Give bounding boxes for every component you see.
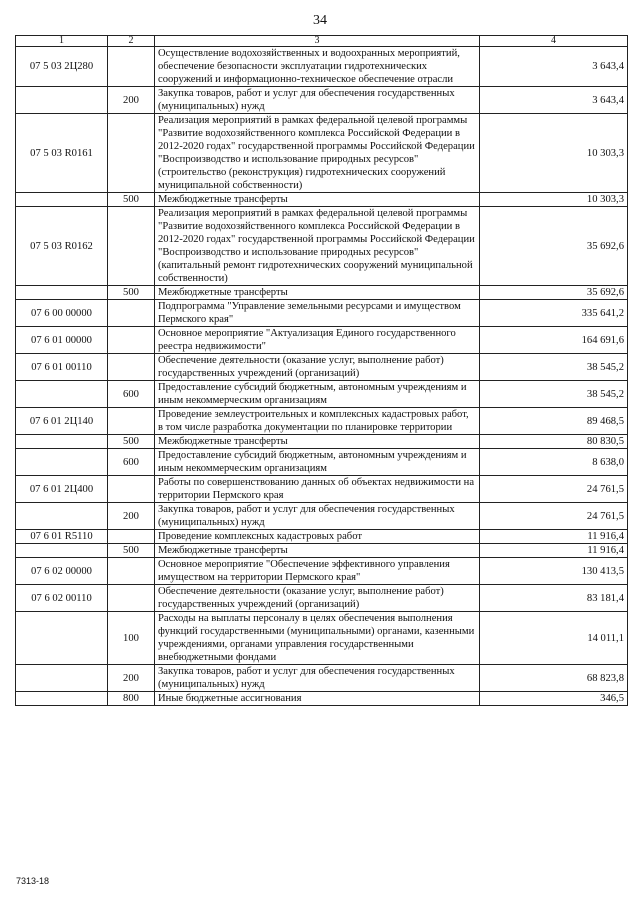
row-code: [16, 286, 108, 300]
table-row: [16, 544, 628, 558]
table-row: [16, 381, 628, 408]
column-header: 2: [108, 36, 155, 47]
row-code: [16, 544, 108, 558]
row-name: Осуществление водохозяйственных и водоохранных мероприятий, обеспечение безопасности эксплуатации гидротехнических сооружений и информационно-техническое обеспечение отрасли: [155, 47, 480, 87]
row-amount: 10 303,3: [480, 193, 628, 207]
row-name: Закупка товаров, работ и услуг для обеспечения государственных (муниципальных) нужд: [155, 503, 480, 530]
row-name: Подпрограмма "Управление земельными ресурсами и имуществом Пермского края": [155, 300, 480, 327]
row-amount: 335 641,2: [480, 300, 628, 327]
row-code: 07 5 03 R0161: [16, 114, 108, 193]
header-row: [16, 36, 628, 47]
row-amount: 164 691,6: [480, 327, 628, 354]
row-code: [16, 665, 108, 692]
row-amount: 24 761,5: [480, 476, 628, 503]
table-row: [16, 476, 628, 503]
table-row: [16, 87, 628, 114]
budget-table: [15, 35, 628, 706]
row-code: [16, 612, 108, 665]
table-row: [16, 530, 628, 544]
row-amount: 3 643,4: [480, 47, 628, 87]
row-code: 07 6 02 00000: [16, 558, 108, 585]
row-expense-type: [108, 300, 155, 327]
table-row: [16, 435, 628, 449]
row-expense-type: 600: [108, 381, 155, 408]
table-row: [16, 193, 628, 207]
row-expense-type: 500: [108, 544, 155, 558]
row-code: 07 6 01 2Ц400: [16, 476, 108, 503]
table-row: [16, 558, 628, 585]
row-code: [16, 435, 108, 449]
row-expense-type: 500: [108, 435, 155, 449]
row-amount: 38 545,2: [480, 381, 628, 408]
row-name: Расходы на выплаты персоналу в целях обеспечения выполнения функций государственными (муниципальными) органами, казенными учреждениями, органами управления государственными внебюджетными фондами: [155, 612, 480, 665]
row-amount: 35 692,6: [480, 286, 628, 300]
table-row: [16, 114, 628, 193]
row-code: 07 6 01 2Ц140: [16, 408, 108, 435]
row-expense-type: [108, 530, 155, 544]
row-code: 07 6 00 00000: [16, 300, 108, 327]
row-amount: 11 916,4: [480, 530, 628, 544]
row-amount: 68 823,8: [480, 665, 628, 692]
row-name: Реализация мероприятий в рамках федеральной целевой программы "Развитие водохозяйственного комплекса Российской Федерации в 2012-2020 годах" государственной программы Российской Федерации "Воспроизводство и использование природных ресурсов" (капитальный ремонт гидротехнических сооружений муниципальной собственности): [155, 207, 480, 286]
row-code: [16, 381, 108, 408]
row-name: Закупка товаров, работ и услуг для обеспечения государственных (муниципальных) нужд: [155, 665, 480, 692]
row-amount: 89 468,5: [480, 408, 628, 435]
table-row: [16, 585, 628, 612]
row-name: Межбюджетные трансферты: [155, 286, 480, 300]
column-header: 3: [155, 36, 480, 47]
row-name: Обеспечение деятельности (оказание услуг, выполнение работ) государственных учреждений (организаций): [155, 354, 480, 381]
row-expense-type: 800: [108, 692, 155, 706]
row-code: 07 5 03 2Ц280: [16, 47, 108, 87]
row-code: 07 6 02 00110: [16, 585, 108, 612]
row-expense-type: [108, 558, 155, 585]
row-name: Проведение комплексных кадастровых работ: [155, 530, 480, 544]
row-name: Закупка товаров, работ и услуг для обеспечения государственных (муниципальных) нужд: [155, 87, 480, 114]
row-expense-type: [108, 327, 155, 354]
table-row: [16, 449, 628, 476]
row-amount: 80 830,5: [480, 435, 628, 449]
column-header: 4: [480, 36, 628, 47]
row-amount: 11 916,4: [480, 544, 628, 558]
row-code: 07 5 03 R0162: [16, 207, 108, 286]
row-code: 07 6 01 00000: [16, 327, 108, 354]
row-expense-type: 500: [108, 286, 155, 300]
row-name: Основное мероприятие "Обеспечение эффективного управления имуществом на территории Пермского края": [155, 558, 480, 585]
row-code: [16, 449, 108, 476]
row-expense-type: 200: [108, 87, 155, 114]
row-code: [16, 193, 108, 207]
row-expense-type: 200: [108, 503, 155, 530]
table-row: [16, 286, 628, 300]
row-code: [16, 87, 108, 114]
row-expense-type: 500: [108, 193, 155, 207]
row-name: Основное мероприятие "Актуализация Единого государственного реестра недвижимости": [155, 327, 480, 354]
row-code: 07 6 01 00110: [16, 354, 108, 381]
table-row: [16, 503, 628, 530]
table-row: [16, 47, 628, 87]
table-row: [16, 692, 628, 706]
row-expense-type: 100: [108, 612, 155, 665]
row-amount: 130 413,5: [480, 558, 628, 585]
row-expense-type: [108, 207, 155, 286]
row-expense-type: 200: [108, 665, 155, 692]
table-row: [16, 665, 628, 692]
table-row: [16, 612, 628, 665]
row-amount: 24 761,5: [480, 503, 628, 530]
row-expense-type: [108, 476, 155, 503]
table-row: [16, 408, 628, 435]
row-expense-type: [108, 47, 155, 87]
page-number: 34: [313, 13, 327, 28]
row-code: [16, 503, 108, 530]
row-name: Реализация мероприятий в рамках федеральной целевой программы "Развитие водохозяйственного комплекса Российской Федерации в 2012-2020 годах" государственной программы Российской Федерации "Воспроизводство и использование природных ресурсов" (строительство (реконструкция) гидротехнических сооружений муниципальной собственности): [155, 114, 480, 193]
row-name: Предоставление субсидий бюджетным, автономным учреждениям и иным некоммерческим организациям: [155, 381, 480, 408]
row-amount: 346,5: [480, 692, 628, 706]
row-name: Проведение землеустроительных и комплексных кадастровых работ, в том числе разработка документации по планировке территории: [155, 408, 480, 435]
row-amount: 35 692,6: [480, 207, 628, 286]
row-amount: 3 643,4: [480, 87, 628, 114]
row-code: 07 6 01 R5110: [16, 530, 108, 544]
row-expense-type: 600: [108, 449, 155, 476]
row-name: Обеспечение деятельности (оказание услуг, выполнение работ) государственных учреждений (организаций): [155, 585, 480, 612]
row-name: Межбюджетные трансферты: [155, 435, 480, 449]
row-amount: 8 638,0: [480, 449, 628, 476]
row-name: Работы по совершенствованию данных об объектах недвижимости на территории Пермского края: [155, 476, 480, 503]
row-amount: 14 011,1: [480, 612, 628, 665]
table-row: [16, 207, 628, 286]
row-amount: 10 303,3: [480, 114, 628, 193]
row-name: Иные бюджетные ассигнования: [155, 692, 480, 706]
column-header: 1: [16, 36, 108, 47]
row-expense-type: [108, 585, 155, 612]
row-name: Межбюджетные трансферты: [155, 544, 480, 558]
row-amount: 38 545,2: [480, 354, 628, 381]
row-code: [16, 692, 108, 706]
row-name: Межбюджетные трансферты: [155, 193, 480, 207]
row-name: Предоставление субсидий бюджетным, автономным учреждениям и иным некоммерческим организациям: [155, 449, 480, 476]
row-expense-type: [108, 114, 155, 193]
row-expense-type: [108, 354, 155, 381]
row-expense-type: [108, 408, 155, 435]
document-code: 7313-18: [16, 876, 50, 886]
row-amount: 83 181,4: [480, 585, 628, 612]
table-row: [16, 300, 628, 327]
table-row: [16, 327, 628, 354]
table-row: [16, 354, 628, 381]
